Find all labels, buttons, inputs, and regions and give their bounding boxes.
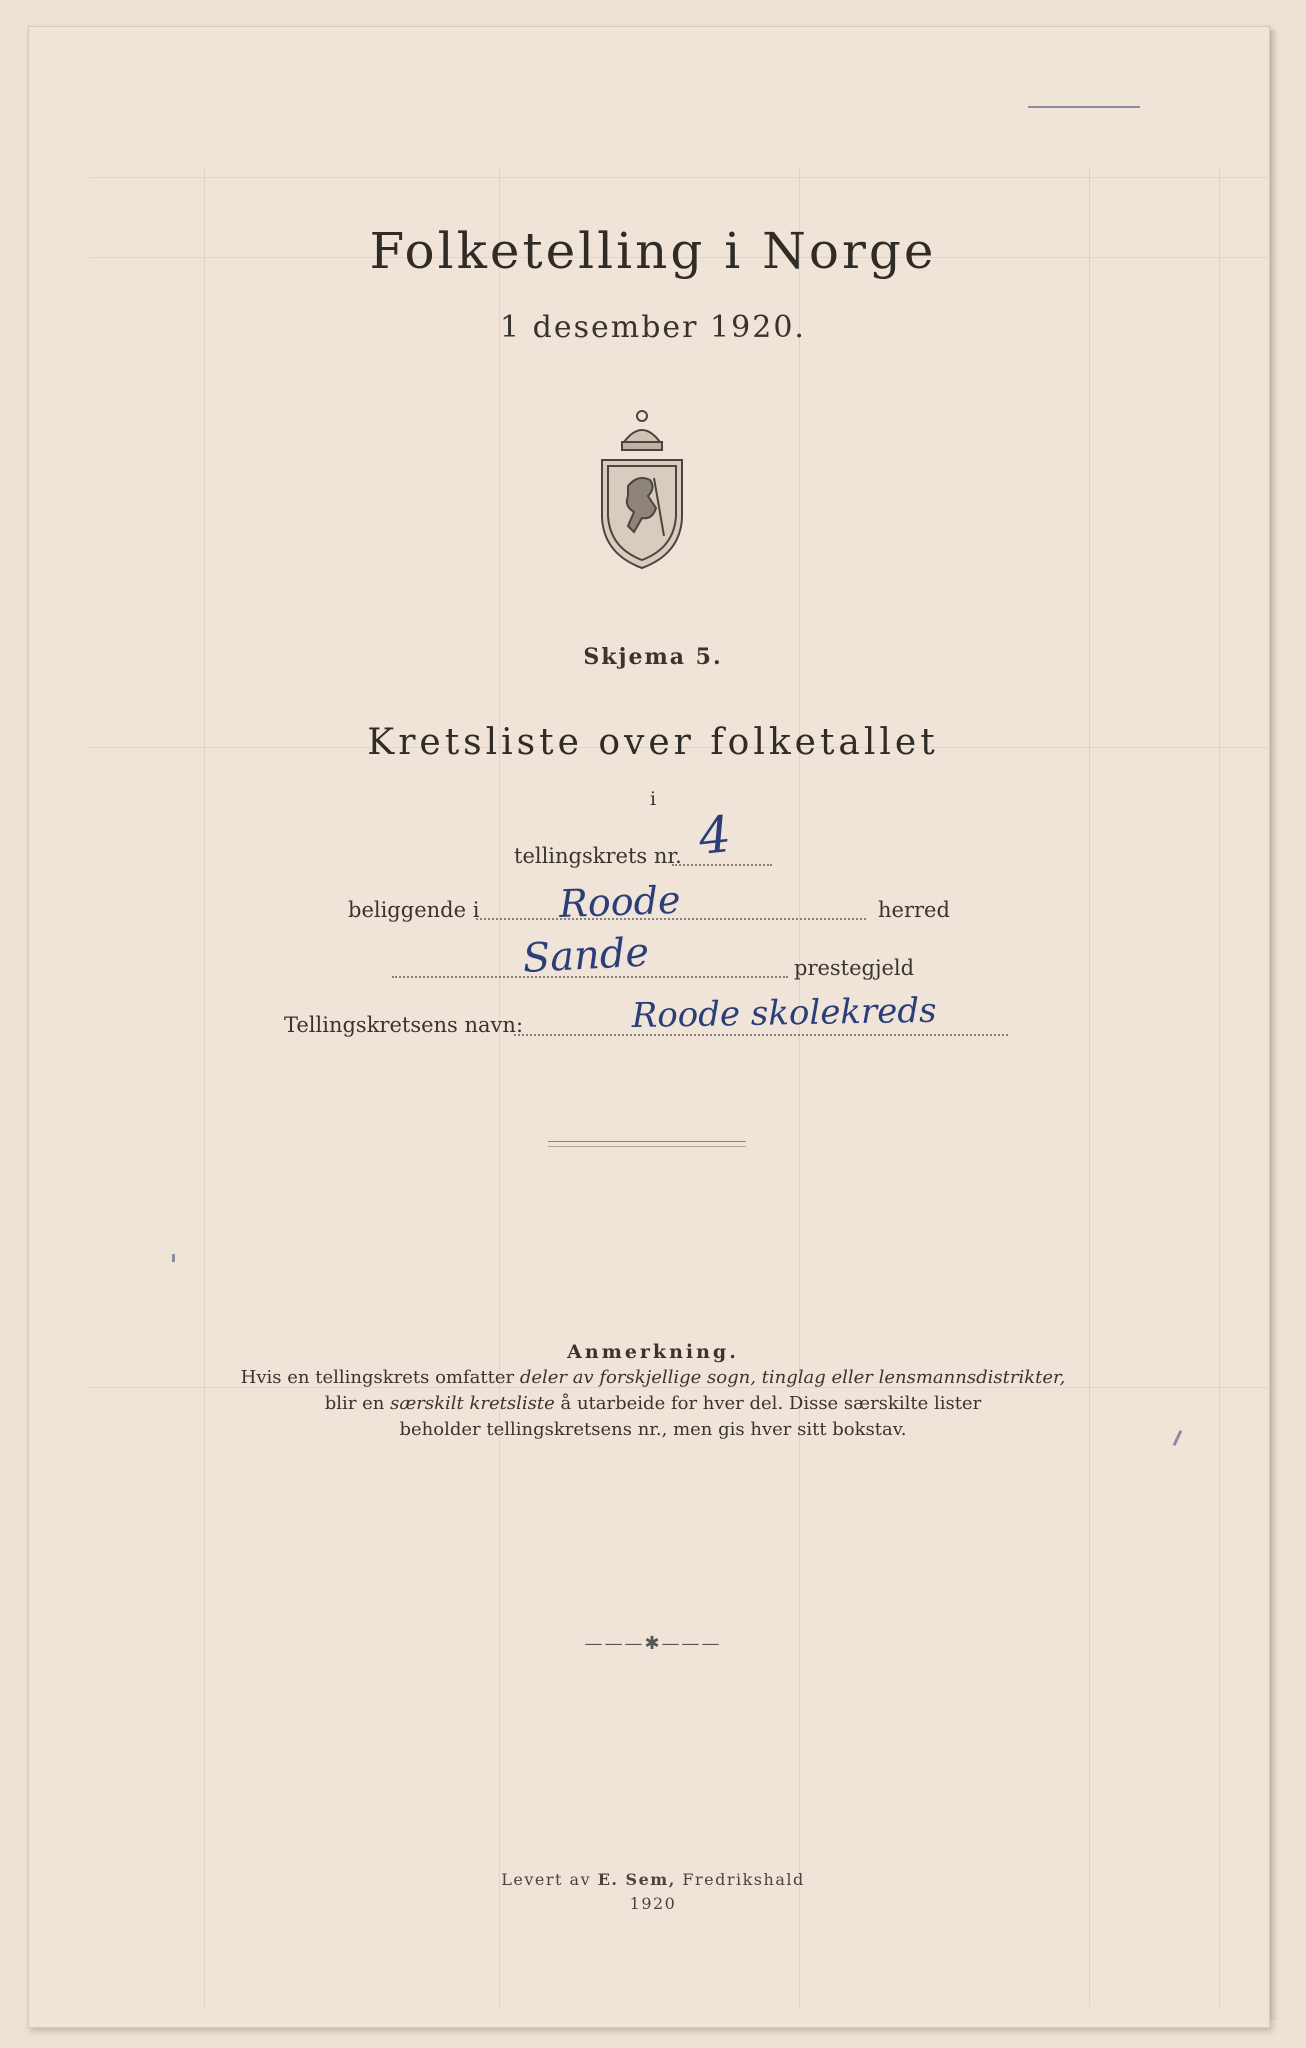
printer-city: Fredrikshald	[675, 1870, 805, 1889]
herred-value: Roode	[558, 877, 682, 926]
herred-label: herred	[878, 898, 950, 922]
note-line-2-text-c: å utarbeide for hver del. Disse særskilte lister	[554, 1393, 982, 1414]
divider-rule	[548, 1141, 746, 1142]
coat-of-arms-icon	[594, 408, 690, 572]
page-title: Folketelling i Norge	[369, 222, 937, 280]
krets-number-field[interactable]	[672, 864, 772, 866]
printer-year: 1920	[629, 1894, 677, 1913]
printer-credit	[0, 1870, 1306, 1889]
note-line-1	[0, 1367, 1306, 1388]
note-line-1-italic: deler av forskjellige sogn, tinglag eller lensmannsdistrikter,	[519, 1367, 1066, 1388]
prestegjeld-label: prestegjeld	[794, 956, 915, 980]
printer-name: E. Sem,	[597, 1870, 676, 1889]
pencil-mark	[1028, 106, 1140, 108]
connector-word: i	[649, 788, 657, 810]
divider-rule-secondary	[548, 1146, 746, 1147]
location-label: beliggende i	[348, 898, 480, 922]
note-line-2	[0, 1393, 1306, 1414]
schema-number: Skjema 5.	[583, 644, 723, 670]
note-line-1-text: Hvis en tellingskrets omfatter	[240, 1367, 520, 1388]
krets-number-label: tellingskrets nr.	[514, 844, 682, 868]
krets-name-label: Tellingskretsens navn:	[284, 1013, 524, 1037]
pencil-mark	[172, 1254, 175, 1262]
ornament-divider: ———✱———	[584, 1633, 722, 1654]
krets-name-value: Roode skolekreds	[631, 990, 937, 1036]
prestegjeld-value: Sande	[521, 929, 651, 982]
printer-prefix: Levert av	[501, 1870, 598, 1889]
krets-name-field[interactable]	[514, 1034, 1008, 1036]
note-line-2-italic: særskilt kretsliste	[390, 1393, 555, 1414]
census-date: 1 desember 1920.	[500, 310, 806, 345]
note-heading: Anmerkning.	[567, 1341, 739, 1363]
form-subtitle: Kretsliste over folketallet	[367, 722, 939, 763]
note-line-2-text-a: blir en	[324, 1393, 391, 1414]
krets-number-value: 4	[695, 804, 734, 866]
note-line-3: beholder tellingskretsens nr., men gis hver sitt bokstav.	[399, 1419, 907, 1440]
